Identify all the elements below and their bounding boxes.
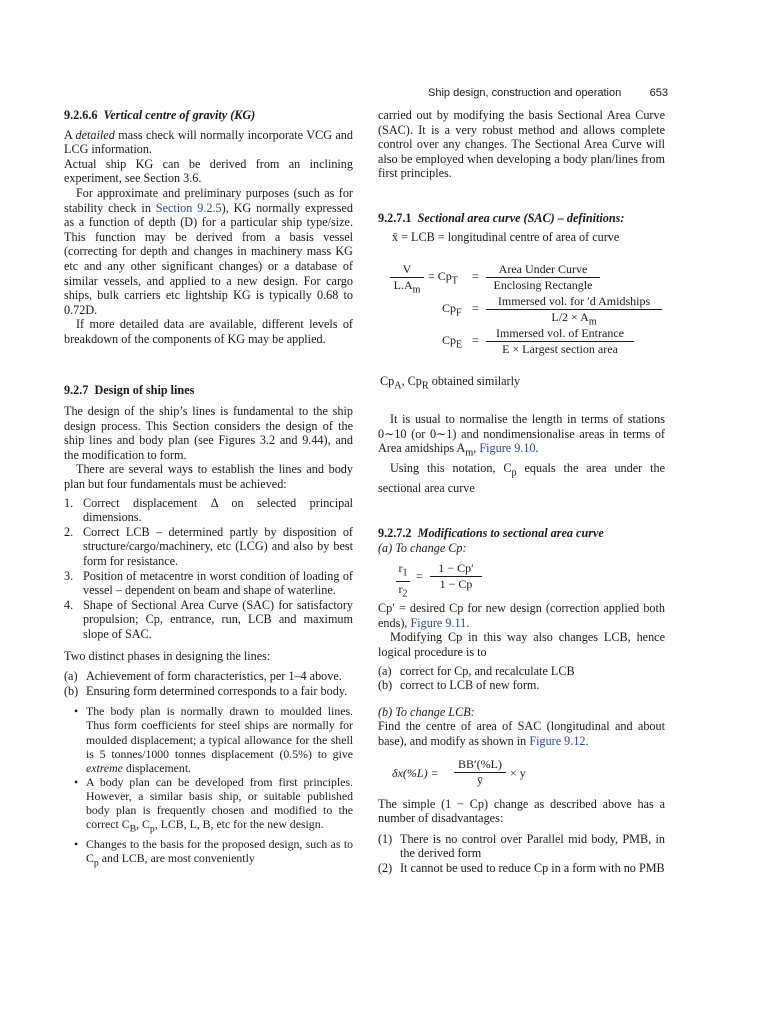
cpa-cpr-note [378, 374, 665, 394]
fraction-bb [454, 757, 506, 788]
subscript: m [412, 284, 421, 296]
list-marker: 1. [64, 495, 74, 510]
list-marker: (1) [378, 831, 393, 846]
list-marker: (a) [378, 663, 392, 678]
page-header [428, 87, 668, 103]
text-run: , LCB, L, B, etc for the new design. [154, 817, 324, 832]
paragraph: The design of the ship’s lines is fundamental to the ship design process. This Section considers the design of the ship lines and body plan (see Figures 3.2 and 9.44), and the modification to form. [64, 404, 353, 462]
section-number: 9.2.6.6 [64, 108, 98, 122]
list-text: It cannot be used to reduce Cp in a form with no PMB [400, 860, 665, 875]
subscript: p [93, 857, 99, 869]
bullet-list [64, 704, 353, 870]
text-run: Changes to the basis for the proposed design, such as to C [86, 836, 353, 865]
subsection-a-title: (a) To change Cp: [378, 540, 467, 555]
paragraph [64, 186, 353, 317]
list-text: Ensuring form determined corresponds to a fair body. [86, 683, 348, 698]
fundamentals-list [64, 496, 353, 642]
numerator: V [390, 262, 424, 278]
list-item [64, 598, 353, 642]
subscript: 1 [402, 567, 408, 579]
emphasis: detailed [75, 127, 115, 142]
list-marker: (b) [378, 678, 393, 693]
numerator: Immersed vol. for ′d Amidships [486, 294, 662, 310]
subscript: F [456, 307, 462, 319]
page-number: 653 [649, 87, 668, 99]
list-item [378, 664, 665, 679]
denominator [396, 582, 410, 601]
figure-link[interactable]: Figure 9.10 [479, 441, 536, 456]
section-heading-9-2-7-1 [378, 211, 665, 226]
section-title: Sectional area curve (SAC) – definitions: [417, 210, 625, 225]
paragraph: There are several ways to establish the lines and body plan but four fundamentals must be achieved: [64, 462, 353, 492]
disadvantages-list [378, 832, 665, 876]
text-run: = Cp [428, 269, 452, 284]
section-link[interactable]: Section 9.2.5 [155, 200, 222, 215]
paragraph [378, 719, 665, 748]
text-run: mass check will normally incorporate VCG and LCG information. [64, 127, 353, 157]
list-marker: 4. [64, 597, 74, 612]
list-text: Correct displacement Δ on selected principal dimensions. [83, 495, 353, 525]
denominator: 1 − Cp [439, 577, 473, 592]
equals-cpt [428, 269, 458, 288]
fraction-cpe [486, 326, 634, 357]
list-item [64, 775, 353, 837]
paragraph [64, 128, 353, 157]
text-run: equals the area under the sectional area curve [378, 461, 665, 496]
section-heading-9-2-7-2 [378, 526, 665, 541]
fraction-cpf [486, 294, 662, 329]
subscript: R [421, 380, 429, 392]
phases-list [64, 669, 353, 698]
numerator: 1 − Cp′ [430, 561, 482, 577]
formula-lhs: δx(%L) = [392, 765, 439, 780]
list-item [64, 569, 353, 598]
list-marker: (a) [64, 669, 78, 684]
subscript: p [149, 823, 155, 835]
numerator [396, 561, 410, 581]
list-text: correct to LCB of new form. [400, 678, 540, 693]
equals-sign: = [416, 569, 423, 584]
equals-sign: = [472, 301, 479, 316]
list-marker: (2) [378, 860, 393, 875]
fraction-area-ratio [486, 262, 600, 293]
cpf-label [442, 301, 462, 320]
text-run: , C [136, 817, 150, 832]
lcb-shift-formula [392, 757, 665, 791]
figure-link[interactable]: Figure 9.11 [410, 615, 467, 630]
bullet-icon: • [74, 704, 79, 719]
list-text: Achievement of form characteristics, per 1–4 above. [86, 669, 342, 684]
text-run: Using this notation, C [390, 461, 512, 476]
ratio-formula [396, 559, 665, 597]
section-number: 9.2.7 [64, 382, 89, 397]
text-run: Cp′ = desired Cp for new design (correction applied both ends), [378, 601, 665, 630]
list-marker: 2. [64, 524, 74, 539]
section-number: 9.2.7.1 [378, 210, 412, 225]
list-item [64, 525, 353, 569]
cpe-label [442, 333, 462, 352]
text-run: It is usual to normalise the length in terms of stations 0∼10 (or 0∼1) and nondimensionalise areas in terms of Area amidships A [378, 412, 665, 456]
list-text: Position of metacentre in worst condition of loading of vessel – dependent on beam and shape of waterline. [83, 568, 353, 598]
subscript: m [588, 316, 597, 328]
text-run: A [64, 127, 76, 142]
subscript: m [465, 447, 474, 459]
formula-tail: × y [510, 765, 526, 780]
text-run: ), KG normally expressed as a function of depth (D) for a particular ship type/size. This function may be derived from a basis vessel (correcting for depth and changes in machinery mass KG etc and any other significant changes) or a database of similar vessels, and applied to a new design. For cargo ships, bulk carriers etc lightship KG is typically 0.68 to 0.72D. [64, 200, 353, 317]
list-item [378, 678, 665, 693]
equals-sign: = [472, 333, 479, 348]
emphasis: extreme [86, 760, 123, 775]
list-item [378, 832, 665, 861]
denominator: ȳ [477, 772, 483, 787]
section-title: Modifications to sectional area curve [417, 526, 604, 541]
paragraph [378, 601, 665, 630]
fraction-v-over-lam [390, 262, 424, 297]
text-run: displacement. [122, 760, 192, 775]
subscript: B [129, 823, 137, 835]
text-run: Cp [442, 301, 457, 316]
procedure-list [378, 664, 665, 693]
paragraph [378, 461, 665, 496]
text-run: Cp [442, 333, 457, 348]
coefficient-formulas [378, 262, 665, 356]
text-run: and LCB, are most conveniently [98, 850, 255, 865]
denominator [390, 278, 424, 297]
list-item [64, 496, 353, 525]
figure-link[interactable]: Figure 9.12 [529, 733, 586, 748]
denominator: E × Largest section area [502, 342, 618, 357]
numerator: BB′(%L) [454, 757, 506, 773]
list-item [64, 837, 353, 871]
text-run: obtained similarly [428, 374, 521, 389]
paragraph: Actual ship KG can be derived from an inclining experiment, see Section 3.6. [64, 156, 353, 186]
section-number: 9.2.7.2 [378, 526, 412, 541]
list-text: Correct LCB – determined partly by disposition of structure/cargo/machinery, etc (LCG) and also by best form for resistance. [83, 524, 353, 569]
paragraph [378, 412, 665, 461]
right-column [378, 108, 665, 876]
subscript: T [451, 275, 458, 287]
section-heading-9-2-6-6 [64, 108, 353, 123]
equals-sign: = [472, 269, 479, 284]
text-run: . [585, 733, 589, 748]
subscript: A [394, 380, 402, 392]
text-run: L.A [393, 278, 413, 293]
bullet-icon: • [74, 836, 79, 851]
text-run: , [473, 441, 480, 456]
paragraph: carried out by modifying the basis Sectional Area Curve (SAC). It is a very robust method and allows complete control over any changes. The Sectional Area Curve will also be employed when developing a body plan/lines from first principles. [378, 108, 665, 181]
text-run: . [466, 615, 470, 630]
subsection-b-title: (b) To change LCB: [378, 704, 475, 719]
subscript: 2 [402, 588, 408, 599]
paragraph: The simple (1 − Cp) change as described above has a number of disadvantages: [378, 796, 665, 826]
list-text: There is no control over Parallel mid body, PMB, in the derived form [400, 831, 665, 861]
left-column [64, 108, 353, 870]
text-run: L/2 × A [551, 310, 589, 325]
lcb-definition: x̄ = LCB = longitudinal centre of area of curve [392, 229, 620, 244]
list-text: correct for Cp, and recalculate LCB [400, 663, 575, 678]
list-item [378, 861, 665, 876]
text-run: . [535, 441, 539, 456]
list-item [64, 704, 353, 774]
text-run: For approximate and preliminary purposes (such as for stability check in [64, 185, 353, 215]
running-title: Ship design, construction and operation [428, 87, 622, 99]
denominator: Enclosing Rectangle [493, 278, 593, 293]
text-run: Find the centre of area of SAC (longitudinal and about base), and modify as shown in [378, 719, 665, 748]
paragraph: If more detailed data are available, different levels of breakdown of the components of KG may be applied. [64, 317, 353, 346]
text-run: r [398, 561, 403, 576]
text-run: The body plan is normally drawn to moulded lines. Thus form coefficients for steel ships are normally for moulded displacement; a typical allowance for the shell is 5 tonnes/1000 tonnes displacement (0.5%) to give [86, 704, 353, 761]
fraction-r1-r2 [396, 561, 410, 601]
list-text: Shape of Sectional Area Curve (SAC) for satisfactory propulsion; Cp, entrance, run, LCB and maximum slope of SAC. [83, 597, 353, 641]
text-run: r [398, 581, 403, 596]
list-item [64, 669, 353, 684]
list-marker: 3. [64, 568, 74, 583]
paragraph: Modifying Cp in this way also changes LCB, hence logical procedure is to [378, 630, 665, 659]
list-item [64, 684, 353, 699]
bullet-icon: • [74, 774, 79, 789]
text-run: Cp [380, 374, 395, 389]
text-run: A body plan can be developed from first principles. However, a similar basis ship, or suitable published body plan is frequently chosen and modified to the correct C [86, 774, 353, 832]
fraction-cp-ratio [430, 561, 482, 592]
section-heading-9-2-7 [64, 383, 353, 398]
text-run: , Cp [401, 374, 422, 389]
subscript: p [511, 467, 517, 479]
paragraph: Two distinct phases in designing the lines: [64, 648, 271, 663]
subscript: E [456, 339, 463, 351]
section-title: Vertical centre of gravity (KG) [103, 108, 256, 122]
numerator: Immersed vol. of Entrance [486, 326, 634, 342]
list-marker: (b) [64, 683, 79, 698]
section-title: Design of ship lines [94, 382, 195, 397]
numerator: Area Under Curve [486, 262, 600, 278]
